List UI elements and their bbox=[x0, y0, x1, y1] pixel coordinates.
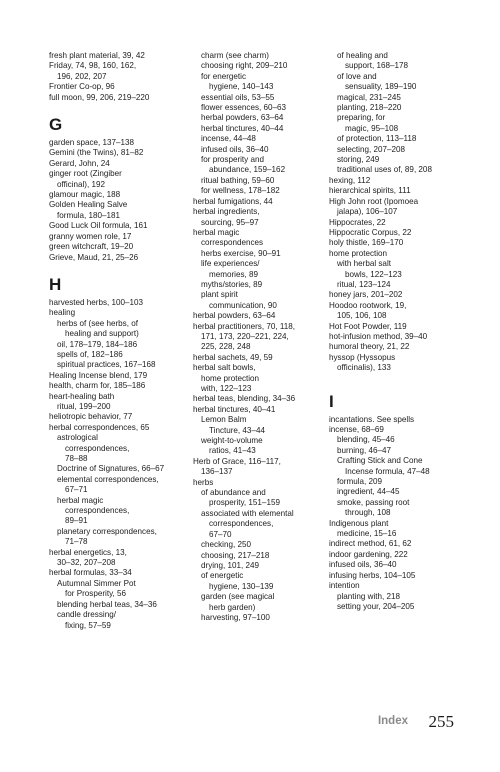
index-entry: ginger root (Zingiber officinal), 192 bbox=[49, 169, 122, 189]
index-entry: herbal tinctures, 40–41 bbox=[193, 404, 276, 414]
index-entry: green witchcraft, 19–20 bbox=[49, 242, 134, 252]
index-entry: herbal ingredients, sourcing, 95–97 bbox=[193, 207, 260, 227]
section-spacer bbox=[329, 374, 457, 380]
index-subentry: for prosperity and abundance, 159–162 bbox=[201, 155, 286, 175]
index-entry: herbal correspondences, 65 bbox=[49, 422, 150, 432]
index-entry: hexing, 112 bbox=[329, 175, 371, 185]
index-subentry: Crafting Stick and Cone Incense formula, 47–48 bbox=[337, 456, 430, 476]
index-subentry: Lemon Balm Tincture, 43–44 bbox=[201, 415, 265, 435]
index-entry: Gerard, John, 24 bbox=[49, 158, 110, 168]
index-entry: infused oils, 36–40 bbox=[329, 560, 397, 570]
index-subentry: charm (see charm) bbox=[201, 51, 269, 60]
index-subentry: choosing, 217–218 bbox=[201, 550, 270, 560]
index-entry: Golden Healing Salve formula, 180–181 bbox=[49, 200, 128, 220]
index-subentry: incense, 44–48 bbox=[201, 134, 256, 144]
index-entry: holy thistle, 169–170 bbox=[329, 238, 404, 248]
index-entry: Hoodoo rootwork, 19, 105, 106, 108 bbox=[329, 300, 407, 321]
section-letter-heading: G bbox=[49, 115, 63, 135]
index-subentry: astrological correspondences, 78–88 bbox=[57, 433, 130, 463]
index-subentry: herbal powders, 63–64 bbox=[201, 113, 284, 123]
index-entry: garden space, 137–138 bbox=[49, 138, 135, 148]
index-entry: Hot Foot Powder, 119 bbox=[329, 321, 407, 331]
index-subentry: plant spirit communication, 90 bbox=[201, 290, 277, 310]
index-entry: herbal sachets, 49, 59 bbox=[193, 352, 273, 362]
index-entry: Indigenous plant medicine, 15–16 bbox=[329, 518, 397, 539]
index-entry: intention bbox=[329, 581, 360, 591]
index-entry: herbal formulas, 33–34 bbox=[49, 568, 132, 578]
index-subentry: herbal magic correspondences, 89–91 bbox=[57, 495, 130, 526]
index-entry: High John root (Ipomoea jalapa), 106–107 bbox=[329, 196, 419, 217]
index-entry: herbal teas, blending, 34–36 bbox=[193, 394, 296, 404]
index-subentry: selecting, 207–208 bbox=[337, 144, 405, 154]
index-subentry: drying, 101, 249 bbox=[201, 560, 260, 570]
index-entry: herbal fumigations, 44 bbox=[193, 196, 273, 206]
index-subentry: Autumnal Simmer Pot for Prosperity, 56 bbox=[57, 578, 136, 599]
index-subentry: oil, 178–179, 184–186 bbox=[57, 339, 138, 349]
index-subentry: spells of, 182–186 bbox=[57, 349, 123, 359]
index-subentry: infused oils, 36–40 bbox=[201, 144, 269, 154]
index-entry: Good Luck Oil formula, 161 bbox=[49, 221, 148, 231]
index-entry: herbal energetics, 13, 30–32, 207–208 bbox=[49, 547, 127, 568]
index-entry: Gemini (the Twins), 81–82 bbox=[49, 148, 144, 158]
index-subentry: associated with elemental correspondences, 67–70 bbox=[201, 508, 294, 539]
index-subentry: herbal tinctures, 40–44 bbox=[201, 123, 284, 133]
index-subentry: ritual, 123–124 bbox=[337, 279, 391, 289]
index-subentry: of love and sensuality, 189–190 bbox=[337, 71, 417, 92]
index-subentry: planting with, 218 bbox=[337, 591, 400, 601]
index-entry: Grieve, Maud, 21, 25–26 bbox=[49, 252, 139, 262]
index-subentry: burning, 46–47 bbox=[337, 445, 392, 455]
index-subentry: flower essences, 60–63 bbox=[201, 103, 287, 113]
index-subentry: Doctrine of Signatures, 66–67 bbox=[57, 464, 165, 474]
page-footer bbox=[370, 712, 454, 734]
index-entry: incense, 68–69 bbox=[329, 425, 384, 434]
index-entry: heart-healing bath ritual, 199–200 bbox=[49, 391, 115, 411]
index-subentry: traditional uses of, 89, 208 bbox=[337, 165, 432, 175]
index-entry: indoor gardening, 222 bbox=[329, 549, 408, 559]
index-entry: hierarchical spirits, 111 bbox=[329, 186, 411, 196]
index-subentry: harvesting, 97–100 bbox=[201, 612, 270, 622]
index-entry: home protection bbox=[329, 248, 388, 258]
index-subentry: storing, 249 bbox=[337, 155, 380, 165]
index-subentry: of protection, 113–118 bbox=[337, 134, 417, 144]
index-entry: incantations. See spells bbox=[329, 414, 415, 424]
index-subentry: blending herbal teas, 34–36 bbox=[57, 599, 157, 609]
index-column-2 bbox=[193, 51, 321, 623]
index-subentry: blending, 45–46 bbox=[337, 435, 395, 445]
index-subentry: of energetic hygiene, 130–139 bbox=[201, 571, 274, 591]
index-entry: glamour magic, 188 bbox=[49, 190, 121, 200]
index-entry: full moon, 99, 206, 219–220 bbox=[49, 92, 150, 102]
index-subentry: formula, 209 bbox=[337, 477, 382, 487]
index-subentry: choosing right, 209–210 bbox=[201, 61, 288, 71]
index-subentry: for energetic hygiene, 140–143 bbox=[201, 71, 274, 92]
index-subentry: of healing and support, 168–178 bbox=[337, 51, 409, 71]
index-entry: herbal practitioners, 70, 118, 171, 173, 220–221, 224, 225, 228, 248 bbox=[193, 321, 295, 352]
index-subentry: herbs exercise, 90–91 bbox=[201, 248, 281, 258]
index-column-1 bbox=[49, 51, 185, 631]
index-entry: harvested herbs, 100–103 bbox=[49, 297, 144, 307]
index-subentry: myths/stories, 89 bbox=[201, 279, 263, 289]
index-entry: Friday, 74, 98, 160, 162, 196, 202, 207 bbox=[49, 61, 137, 81]
index-subentry: of abundance and prosperity, 151–159 bbox=[201, 488, 280, 508]
index-entry: herbal magic correspondences bbox=[193, 227, 264, 248]
index-subentry: smoke, passing root through, 108 bbox=[337, 497, 410, 518]
index-entry: Herb of Grace, 116–117, 136–137 bbox=[193, 456, 281, 477]
index-entry: Frontier Co-op, 96 bbox=[49, 82, 115, 92]
page-number: 255 bbox=[428, 712, 454, 731]
index-subentry: garden (see magical herb garden) bbox=[201, 592, 275, 612]
index-entry: health, charm for, 185–186 bbox=[49, 381, 146, 391]
index-entry: granny women role, 17 bbox=[49, 231, 132, 241]
index-subentry: ritual bathing, 59–60 bbox=[201, 175, 275, 185]
index-subentry: with herbal salt bowls, 122–123 bbox=[337, 259, 402, 279]
index-subentry: magical, 231–245 bbox=[337, 92, 401, 102]
index-column-3 bbox=[329, 51, 457, 612]
index-entry: Hippocrates, 22 bbox=[329, 217, 386, 227]
index-subentry: ingredient, 44–45 bbox=[337, 487, 400, 497]
index-subentry: for wellness, 178–182 bbox=[201, 186, 280, 196]
index-entry: heliotropic behavior, 77 bbox=[49, 412, 133, 422]
index-entry: infusing herbs, 104–105 bbox=[329, 570, 416, 580]
index-entry: herbal powders, 63–64 bbox=[193, 311, 276, 321]
index-entry: fresh plant material, 39, 42 bbox=[49, 51, 145, 60]
index-subentry: preparing, for magic, 95–108 bbox=[337, 113, 399, 133]
index-entry: indirect method, 61, 62 bbox=[329, 539, 412, 549]
index-subentry: weight-to-volume ratios, 41–43 bbox=[201, 436, 263, 456]
index-subentry: spiritual practices, 167–168 bbox=[57, 360, 156, 370]
index-subentry: setting your, 204–205 bbox=[337, 601, 415, 611]
index-subentry: life experiences/ memories, 89 bbox=[201, 259, 260, 279]
index-subentry: elemental correspondences, 67–71 bbox=[57, 474, 159, 495]
index-subentry: essential oils, 53–55 bbox=[201, 92, 275, 102]
index-subentry: planetary correspondences, 71–78 bbox=[57, 526, 157, 547]
index-entry: healing bbox=[49, 308, 76, 318]
running-footer-label: Index bbox=[377, 715, 408, 727]
index-entry: hot-infusion method, 39–40 bbox=[329, 331, 428, 341]
section-letter-heading: H bbox=[49, 274, 62, 294]
index-entry: Hippocratic Corpus, 22 bbox=[329, 227, 412, 237]
index-subentry: planting, 218–220 bbox=[337, 103, 402, 113]
index-entry: herbs bbox=[193, 477, 214, 487]
index-subentry: herbs of (see herbs, of healing and support) bbox=[57, 318, 139, 339]
index-entry: humoral theory, 21, 22 bbox=[329, 342, 410, 352]
index-entry: hyssop (Hyssopus officinalis), 133 bbox=[329, 352, 396, 373]
index-subentry: checking, 250 bbox=[201, 540, 251, 550]
index-subentry: candle dressing/ fixing, 57–59 bbox=[57, 610, 116, 630]
index-entry: Healing Incense blend, 179 bbox=[49, 370, 148, 380]
section-letter-heading: I bbox=[329, 391, 334, 411]
index-entry: honey jars, 201–202 bbox=[329, 290, 403, 300]
index-entry: herbal salt bowls, home protection with, 122–123 bbox=[193, 363, 260, 393]
